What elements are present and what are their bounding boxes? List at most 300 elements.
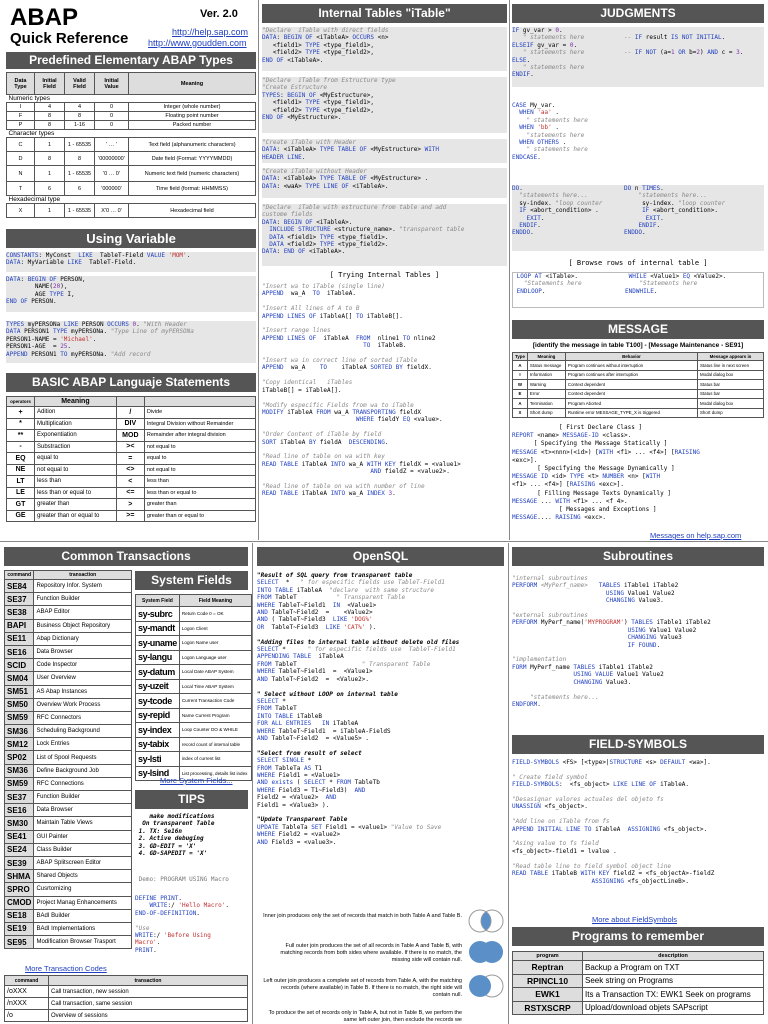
operator-symbol: <= <box>116 487 144 499</box>
program-description: Seek string on Programs <box>583 974 764 988</box>
judgments-loop-code: LOOP AT <iTable>. WHILE <Value1> EQ <Value2>. "Statements here "Statements here ENDLOOP. ENDWHILE. <box>512 272 764 308</box>
transaction-row <box>5 619 132 632</box>
types-cell: '0 … 0' <box>95 166 129 182</box>
messages-help-link[interactable]: Messages on help.sap.com <box>650 531 742 540</box>
transaction-code: SE41 <box>5 830 34 843</box>
transaction-name: Define Background Job <box>34 764 132 777</box>
judgments-do-code: DO. DO n TIMES. "statements here... "statements here... sy-index. "loop counter sy-index. "loop counter IF <abort_condition> . IF <abort_condition>. EXIT. EXIT. ENDIF. ENDIF. ENDDO. ENDDO. <box>512 185 764 251</box>
message-meaning: Information <box>527 370 565 380</box>
operator-meaning: Multiplication <box>35 418 117 430</box>
types-cell: 0 <box>95 112 129 121</box>
types-cell: T <box>7 182 35 196</box>
transaction-code: SM50 <box>5 698 34 711</box>
operator-meaning: not equal to <box>144 464 255 476</box>
system-field-meaning: Name Current Program <box>179 708 251 723</box>
transaction-row <box>5 791 132 804</box>
transaction-name: Abap Dictionary <box>34 632 132 645</box>
itable-code-4: "Create iTable without Header DATA: <iTableA> TYPE TABLE OF <MyEstructure> . DATA: <waA> TYPE LINE OF <iTableA>. <box>262 168 507 198</box>
system-field-meaning: Loop Counter DO & WHILE <box>179 723 251 738</box>
system-field-name: sy-uzeit <box>136 679 180 694</box>
system-fields-table <box>135 594 252 781</box>
msg-col-behavior: Behavior <box>565 353 697 361</box>
using-variable-code-2: DATA: BEGIN OF PERSON, NAME(20), AGE TYPE I, END OF PERSON. <box>6 276 256 312</box>
message-type: I <box>513 370 528 380</box>
transaction-code: SE19 <box>5 922 34 935</box>
operator-symbol: EQ <box>7 453 35 465</box>
ops-col-operator: operators <box>7 397 35 407</box>
message-type-row <box>513 380 764 390</box>
cmd-col-transaction: transaction <box>49 976 248 986</box>
ops-col-blank <box>144 397 255 407</box>
command-meaning: Overview of sessions <box>49 1010 248 1022</box>
subroutines-header: Subroutines <box>512 547 764 566</box>
transaction-row <box>5 804 132 817</box>
operator-meaning: Integral Division without Remainder <box>144 418 255 430</box>
types-cell: P <box>7 121 35 130</box>
transaction-name: BAdI Builder <box>34 909 132 922</box>
program-row <box>513 1001 764 1015</box>
operator-row <box>7 418 256 430</box>
transaction-name: Data Browser <box>34 804 132 817</box>
types-col-value: Initial Value <box>95 73 129 95</box>
transaction-row <box>5 738 132 751</box>
transaction-row <box>5 909 132 922</box>
msg-col-appears: Message appears in <box>698 353 764 361</box>
system-fields-header: System Fields <box>135 571 248 590</box>
types-cell: 4 <box>65 103 95 112</box>
transaction-row <box>5 725 132 738</box>
program-name: RSTXSCRP <box>513 1001 583 1015</box>
message-type-row <box>513 361 764 371</box>
types-cell: F <box>7 112 35 121</box>
transaction-name: Scheduling Background <box>34 725 132 738</box>
more-transactions-link[interactable]: More Transaction Codes <box>25 964 107 973</box>
browse-rows-label: [ Browse rows of internal table ] <box>568 259 708 267</box>
message-type-row <box>513 389 764 399</box>
more-field-symbols-link[interactable]: More about FieldSymbols <box>592 915 678 924</box>
operator-symbol: >< <box>116 441 144 453</box>
message-behavior: Runtime error MESSAGE_TYPE_X is triggered <box>565 408 697 418</box>
program-description: Its a Transaction TX: EWK1 Seek on programs <box>583 988 764 1002</box>
transaction-code: SM51 <box>5 685 34 698</box>
ops-col-blank <box>116 397 144 407</box>
transactions-header: Common Transactions <box>4 547 248 566</box>
types-col-initial: Initial Field <box>35 73 65 95</box>
system-field-row <box>136 607 252 622</box>
operator-meaning: less than <box>144 476 255 488</box>
operator-symbol: ** <box>7 430 35 442</box>
message-appears: Status bar <box>698 380 764 390</box>
types-cell: 1 - 65535 <box>65 166 95 182</box>
system-field-meaning: Local Time ABAP System <box>179 679 251 694</box>
transaction-row <box>5 870 132 883</box>
message-type-row <box>513 399 764 409</box>
operator-row <box>7 499 256 511</box>
tx-col-command: command <box>5 571 34 580</box>
types-cell: 1-16 <box>65 121 95 130</box>
types-cell: '00000000' <box>95 152 129 166</box>
tips-code-1: make modifications On transparent Table 1. TX: Se16n 2. Active debuging 3. GD-EDIT = 'X' 4. GD-SAPEDIT = 'X' <box>135 813 248 869</box>
message-appears: Status bar <box>698 389 764 399</box>
transaction-name: Modification Browser Trasport <box>34 936 132 949</box>
system-field-meaning: Logon Language user <box>179 650 251 665</box>
operator-meaning: greater than or equal to <box>35 510 117 522</box>
operator-meaning: less than or equal to <box>35 487 117 499</box>
system-field-row <box>136 665 252 680</box>
transaction-row <box>5 593 132 606</box>
field-symbols-code: FIELD-SYMBOLS <FS> [<type>|STRUCTURE <s> DEFAULT <wa>]. " Create field symbol FIELD-SYMBOLS: <fs_object> LIKE LINE OF iTableA. "Desasignar valores actuales del objeto fs UNASSIGN <fs_object>. "Add line on iTable from fs APPEND INITIAL LINE TO iTableA ASSIGNING <fs_object>. "Asing value to fs field <fs_object>-field1 = lvalue . "Read table line to field symbol object line READ TABLE iTableB WITH KEY fieldZ = <fs_objectA>-fieldZ ASSIGNING <fs_objectLineB>. <box>512 759 764 911</box>
system-field-row <box>136 694 252 709</box>
system-field-name: sy-lsti <box>136 752 180 767</box>
system-field-meaning: index of current list <box>179 752 251 767</box>
types-cell: Hexadecimal field <box>129 204 256 218</box>
operator-meaning: less than <box>35 476 117 488</box>
message-behavior: Program continues after interruption <box>565 370 697 380</box>
message-type: X <box>513 408 528 418</box>
system-field-meaning: Return Code 0 = OK <box>179 607 251 622</box>
types-cell: 1 <box>35 138 65 152</box>
transaction-code: SM04 <box>5 672 34 685</box>
transaction-name: List of Spool Requests <box>34 751 132 764</box>
transaction-name: BAdI Implementations <box>34 922 132 935</box>
message-appears: Modal dialog box <box>698 399 764 409</box>
operator-symbol: >= <box>116 510 144 522</box>
transaction-row <box>5 711 132 724</box>
version-label: Ver. 2.0 <box>200 8 238 20</box>
types-cell: D <box>7 152 35 166</box>
operator-symbol: / <box>116 407 144 419</box>
trying-itables-label: [ Trying Internal Tables ] <box>329 271 440 279</box>
transaction-row <box>5 764 132 777</box>
types-cell: 8 <box>65 152 95 166</box>
system-field-meaning: Current Transaction Code <box>179 694 251 709</box>
command-code: /nXXX <box>5 998 49 1010</box>
operator-meaning: equal to <box>35 453 117 465</box>
tips-code-2: Demo: PROGRAM USING Macro <box>135 876 248 890</box>
system-field-name: sy-index <box>136 723 180 738</box>
message-types-table <box>512 352 764 418</box>
types-cell: Integer (whole number) <box>129 103 256 112</box>
commands-table <box>4 975 248 1022</box>
message-identify: [identify the message in table T100] - [Message Maintenance - SE91] <box>532 342 744 349</box>
help-sap-link[interactable]: http://help.sap.com <box>172 27 249 37</box>
transaction-name: Code Inspector <box>34 659 132 672</box>
tx-col-transaction: transaction <box>34 571 132 580</box>
transaction-name: ABAP Splitscreen Editor <box>34 856 132 869</box>
command-row <box>5 986 248 998</box>
goudden-link[interactable]: http://www.goudden.com <box>148 38 247 48</box>
transaction-code: SE24 <box>5 843 34 856</box>
operator-symbol: = <box>116 453 144 465</box>
operator-row <box>7 510 256 522</box>
transaction-name: ABAP Editor <box>34 606 132 619</box>
system-field-row <box>136 752 252 767</box>
operator-symbol: DIV <box>116 418 144 430</box>
command-row <box>5 998 248 1010</box>
operator-symbol: NE <box>7 464 35 476</box>
transaction-code: SM36 <box>5 725 34 738</box>
types-row <box>7 103 256 112</box>
msg-col-type: Type <box>513 353 528 361</box>
transaction-name: Class Builder <box>34 843 132 856</box>
command-code: /o <box>5 1010 49 1022</box>
operator-symbol: LT <box>7 476 35 488</box>
message-meaning: Short dump <box>527 408 565 418</box>
transaction-code: SE84 <box>5 580 34 593</box>
types-cell: I <box>7 103 35 112</box>
itable-code-2: "Declare iTable from Estructure type "Create Estructure TYPES: BEGIN OF <MyEstructure>, <field1> TYPE <type_field1>, <field2> TYPE <type_field2>, END OF <MyEstructure>. <box>262 77 507 133</box>
types-cell: 1 - 65535 <box>65 204 95 218</box>
transaction-code: SE38 <box>5 606 34 619</box>
types-group-hex: Hexadecimal type <box>8 196 61 203</box>
transaction-row <box>5 606 132 619</box>
types-col-type: Data Type <box>7 73 35 95</box>
types-cell: ' … ' <box>95 138 129 152</box>
message-code: [ First Declare Class ] REPORT <name> MESSAGE-ID <class>. [ Specifying the Message Statically ] MESSAGE <t><nnn>(<id>) [WITH <f1> ... <f4>] [RAISING <exc>]. [ Specifying the Message Dynamically ] MESSAGE ID <id> TYPE <t> NUMBER <n> [WITH <f1> ... <f4>] [RAISING <exc>]. [ Filling Message Texts Dynamically ] MESSAGE ... WITH <f1> ... <f 4>. [ Messages and Exceptions ] MESSAGE.... RAISING <exc>. <box>512 424 764 530</box>
opensql-header: OpenSQL <box>257 547 504 566</box>
system-field-meaning: Local Date ABAP System <box>179 665 251 680</box>
operator-meaning: not equal to <box>35 464 117 476</box>
types-row <box>7 182 256 196</box>
judgments-if-code: IF gv_var > 0. " statements here -- IF result IS NOT INITIAL. ELSEIF gv_var = 0. " statements here -- IF NOT (a=1 OR b=2) AND c = 3. ELSE. " statements here ENDIF. <box>512 27 764 87</box>
transaction-row <box>5 698 132 711</box>
types-header: Predefined Elementary ABAP Types <box>6 52 256 69</box>
types-cell: 8 <box>35 152 65 166</box>
itable-code-3: "Create iTable with Header DATA: <iTableA> TYPE TABLE OF <MyEstructure> WITH HEADER LINE. <box>262 139 507 163</box>
operator-row <box>7 430 256 442</box>
message-type-row <box>513 408 764 418</box>
transaction-code: SE37 <box>5 593 34 606</box>
operators-table <box>6 396 256 522</box>
transaction-row <box>5 580 132 593</box>
types-cell: 1 <box>35 204 65 218</box>
types-group-numeric: Numeric types <box>8 95 51 102</box>
system-field-meaning: Logon Client <box>179 621 251 636</box>
program-row <box>513 961 764 975</box>
transaction-row <box>5 856 132 869</box>
transaction-name: Project Manag Enhancements <box>34 896 132 909</box>
operator-row <box>7 453 256 465</box>
using-variable-header: Using Variable <box>6 229 256 248</box>
operator-symbol: - <box>7 441 35 453</box>
types-cell: Floating point number <box>129 112 256 121</box>
types-cell: X <box>7 204 35 218</box>
itable-code-1: "Declare iTable with direct fields DATA: BEGIN OF <iTableA> OCCURS <n> <field1> TYPE <type_field1>, <field2> TYPE <type_field2>, END OF <iTableA>. <box>262 27 507 71</box>
app-title: ABAP <box>10 4 79 31</box>
system-field-name: sy-tabix <box>136 737 180 752</box>
transaction-name: Function Builder <box>34 593 132 606</box>
message-type: W <box>513 380 528 390</box>
transaction-code: BAPI <box>5 619 34 632</box>
tips-code-3: DEFINE PRINT. WRITE:/ 'Hello Macro'. END-OF-DEFINITION. "Use WRITE:/ 'Before Using Macro'. PRINT. <box>135 895 248 965</box>
message-type: A <box>513 399 528 409</box>
transaction-row <box>5 672 132 685</box>
transaction-name: Business Object Repository <box>34 619 132 632</box>
operator-meaning: greater than <box>144 499 255 511</box>
operator-meaning: equal to <box>144 453 255 465</box>
types-cell: Date field (Format: YYYYMMDD) <box>129 152 256 166</box>
message-meaning: Status message <box>527 361 565 371</box>
transaction-name: User Overview <box>34 672 132 685</box>
transaction-code: SE11 <box>5 632 34 645</box>
system-field-row <box>136 679 252 694</box>
ops-col-meaning: Meaning <box>35 397 117 407</box>
transaction-row <box>5 883 132 896</box>
system-field-meaning: List processing, details list index <box>179 766 251 781</box>
message-appears: Modal dialog box <box>698 370 764 380</box>
prog-col-program: program <box>513 952 583 961</box>
operator-meaning: Adition <box>35 407 117 419</box>
statically-label: [ Specifying the Message Statically ] <box>533 440 668 448</box>
operator-symbol: < <box>116 476 144 488</box>
command-row <box>5 1010 248 1022</box>
operator-symbol: GT <box>7 499 35 511</box>
left-join-diagram <box>466 974 506 998</box>
operator-row <box>7 464 256 476</box>
transaction-code: SE16 <box>5 645 34 658</box>
system-field-name: sy-lsind <box>136 766 180 781</box>
program-description: Upload/download objets SAPscript <box>583 1001 764 1015</box>
types-row <box>7 121 256 130</box>
operator-symbol: LE <box>7 487 35 499</box>
inner-join-text: Inner join produces only the set of records that match in both Table A and Table B. <box>263 913 462 919</box>
operator-meaning: greater than or equal to <box>144 510 255 522</box>
message-behavior: Program continues without interruption <box>565 361 697 371</box>
transaction-name: Lock Entries <box>34 738 132 751</box>
message-behavior: Program Aborted <box>565 399 697 409</box>
transaction-row <box>5 659 132 672</box>
operator-symbol: * <box>7 418 35 430</box>
message-behavior: Context dependent <box>565 380 697 390</box>
msg-col-meaning: Meaning <box>527 353 565 361</box>
types-col-valid: Valid Field <box>65 73 95 95</box>
system-field-name: sy-datum <box>136 665 180 680</box>
programs-header: Programs to remember <box>512 927 764 946</box>
cmd-col-command: command <box>5 976 49 986</box>
judgments-header: JUDGMENTS <box>512 4 764 23</box>
transaction-code: SP02 <box>5 751 34 764</box>
system-field-row <box>136 650 252 665</box>
message-meaning: Warning <box>527 380 565 390</box>
inner-join-diagram <box>466 909 506 933</box>
column-divider <box>252 543 253 1024</box>
transaction-name: Function Builder <box>34 791 132 804</box>
types-table <box>6 72 256 218</box>
types-col-meaning: Meaning <box>129 73 256 95</box>
operator-meaning: Divide <box>144 407 255 419</box>
system-field-meaning: record count of internal table <box>179 737 251 752</box>
transaction-row <box>5 685 132 698</box>
system-field-name: sy-mandt <box>136 621 180 636</box>
types-cell: Packed number <box>129 121 256 130</box>
transaction-name: RFC Connectors <box>34 711 132 724</box>
dynamically-label: [ Specifying the Message Dynamically ] <box>537 465 675 473</box>
system-field-name: sy-langu <box>136 650 180 665</box>
transaction-name: Overview Work Process <box>34 698 132 711</box>
transaction-name: Maintain Table Views <box>34 817 132 830</box>
using-variable-code-3: TYPES myPERSONa LIKE PERSON OCCURS 0. "With Header DATA PERSON1 TYPE myPERSONa. "Type Line of myPERSONa PERSON1-NAME = 'Michael'. PERSON1-AGE = 25. APPEND PERSON1 TO myPERSONa. "Add record <box>6 321 256 363</box>
operator-symbol: GE <box>7 510 35 522</box>
message-appears: Status line in next screen <box>698 361 764 371</box>
opensql-code: "Result of SQL query from transparent table SELECT * " for especific fields use TableT-Field1 INTO TABLE iTableA "declare with same structure FROM TableT " Transparent Table WHERE TableT~Field1 IN <Value1> AND TableT~Field2 = <Value2> AND ( TableT~Field3 LIKE 'DOG%' OR TableT~Field3 LIKE 'CAT%' ). "Adding files to internal table without delete old files SELECT * " for especific fields use TableT-Field1 APPENDING TABLE iTableA FROM TableT " Transparent Table WHERE TableT~Field1 = <Value1> AND TableT~Field2 = <Value2>. " Select without LOOP on internal table SELECT * FROM TableT INTO TABLE iTableB FOR ALL ENTRIES IN iTableA WHERE TableT~Field1 = iTableA-FieldS AND TableT~Field2 = <Value5> . "Select from result of select SELECT SINGLE * FROM TableTa AS T1 WHERE Field1 = <Value1> AND exists ( SELECT * FROM TableTb WHERE Field3 = T1~Field3) AND Field2 = <Value2> AND Field1 = <Value3> ). "Update Transparent Table UPDATE TableTa SET Field1 = <value1> "Value to Save WHERE Field2 = <value2> AND Field3 = <value3>. <box>257 572 504 910</box>
types-row <box>7 166 256 182</box>
column-divider <box>508 543 509 1024</box>
filling-label: [ Filling Message Texts Dynamically ] <box>537 489 671 497</box>
types-cell: 1 <box>35 166 65 182</box>
transaction-row <box>5 843 132 856</box>
more-system-fields-link[interactable]: More System Fields... <box>160 776 233 785</box>
using-variable-code-1: CONSTANTS: MyConst LIKE TableT-Field VALUE 'MOM'. DATA: MyVariable LIKE TableT-Field. <box>6 252 256 272</box>
judgments-case-code: CASE My_var. WHEN 'aa' . " statements here WHEN 'bb' . "statements here WHEN OTHERS . " statements here ENDCASE. <box>512 102 764 178</box>
transaction-code: CMOD <box>5 896 34 909</box>
types-row <box>7 152 256 166</box>
system-field-row <box>136 621 252 636</box>
itable-code-5: "Declare iTable with estructure from table and add custome fields DATA: BEGIN OF <iTableA>. INCLUDE STRUCTURE <structure_name>. "transparent table DATA <field1> TYPE <type_field1>. DATA <field2> TYPE <type_field2>. DATA: END OF <iTableA>. <box>262 204 507 266</box>
types-group-char: Character types <box>8 130 55 137</box>
transaction-row <box>5 777 132 790</box>
message-header: MESSAGE <box>512 320 764 339</box>
operator-meaning: less than or equal to <box>144 487 255 499</box>
message-behavior: Context dependent <box>565 389 697 399</box>
message-meaning: Termination <box>527 399 565 409</box>
operator-symbol: <> <box>116 464 144 476</box>
transaction-code: SM12 <box>5 738 34 751</box>
system-field-name: sy-tcode <box>136 694 180 709</box>
transaction-code: SE18 <box>5 909 34 922</box>
system-field-row <box>136 708 252 723</box>
transaction-name: Repository Infor. System <box>34 580 132 593</box>
operator-meaning: greater than <box>35 499 117 511</box>
system-field-row <box>136 737 252 752</box>
basic-header: BASIC ABAP Languaje Statements <box>6 373 256 392</box>
transaction-code: SE16 <box>5 804 34 817</box>
operator-row <box>7 407 256 419</box>
transaction-code: SE37 <box>5 791 34 804</box>
transaction-code: SM59 <box>5 777 34 790</box>
types-cell: 0 <box>95 121 129 130</box>
operator-row <box>7 487 256 499</box>
message-type: E <box>513 389 528 399</box>
types-cell: 6 <box>35 182 65 196</box>
transaction-row <box>5 817 132 830</box>
tips-header: TIPS <box>135 790 248 809</box>
system-field-row <box>136 723 252 738</box>
transaction-row <box>5 751 132 764</box>
system-field-row <box>136 636 252 651</box>
system-field-name: sy-repid <box>136 708 180 723</box>
command-meaning: Call transaction, new session <box>49 986 248 998</box>
programs-table <box>512 951 764 1015</box>
operator-meaning: not equal to <box>144 441 255 453</box>
transaction-row <box>5 922 132 935</box>
transactions-table <box>4 570 132 949</box>
types-cell: C <box>7 138 35 152</box>
transaction-row <box>5 896 132 909</box>
operator-row <box>7 476 256 488</box>
program-name: Reptran <box>513 961 583 975</box>
transaction-name: Shared Objects <box>34 870 132 883</box>
transaction-row <box>5 645 132 658</box>
transaction-row <box>5 830 132 843</box>
program-row <box>513 974 764 988</box>
types-cell: Time field (format: HHMMSS) <box>129 182 256 196</box>
system-field-meaning: Logon Name user <box>179 636 251 651</box>
system-field-name: sy-uname <box>136 636 180 651</box>
types-cell: Text field (alphanumeric characters) <box>129 138 256 152</box>
app-subtitle: Quick Reference <box>10 30 129 47</box>
transaction-code: SPRO <box>5 883 34 896</box>
transaction-row <box>5 936 132 949</box>
